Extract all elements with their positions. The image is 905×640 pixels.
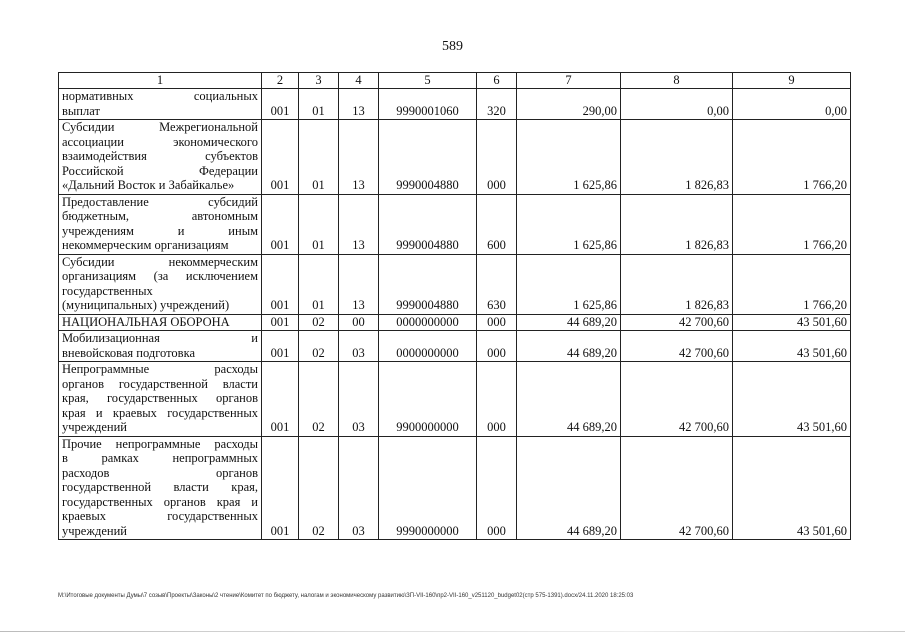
table-row: [59, 362, 851, 437]
subsection-cell: 03: [339, 436, 379, 540]
target-article-cell: 9990004880: [379, 254, 477, 314]
description-line: края, государственных органов: [62, 391, 258, 405]
amount-2022-cell: 0,00: [621, 89, 733, 120]
row-description: [59, 314, 262, 331]
description-line: выплат: [62, 103, 100, 118]
amount-2022-cell: 42 700,60: [621, 436, 733, 540]
description-line: края и краевых государственных: [62, 405, 258, 420]
code-cell: 001: [262, 362, 299, 437]
description-line: государственных: [62, 283, 153, 298]
header-cell: 3: [299, 73, 339, 89]
table-row: [59, 314, 851, 331]
description-line: организациям (за исключением: [62, 269, 258, 283]
description-line: Субсидии некоммерческим: [62, 254, 258, 269]
section-cell: 02: [299, 331, 339, 362]
amount-2021-cell: 44 689,20: [517, 331, 621, 362]
code-cell: 001: [262, 331, 299, 362]
subsection-cell: 13: [339, 254, 379, 314]
subsection-cell: 03: [339, 331, 379, 362]
header-cell: 1: [59, 73, 262, 89]
amount-2023-cell: 43 501,60: [733, 314, 851, 331]
target-article-cell: 0000000000: [379, 331, 477, 362]
header-cell: 7: [517, 73, 621, 89]
target-article-cell: 9990004880: [379, 194, 477, 254]
amount-2021-cell: 44 689,20: [517, 436, 621, 540]
expense-type-cell: 000: [477, 120, 517, 195]
description-line: бюджетным, автономным: [62, 209, 258, 223]
subsection-cell: 13: [339, 194, 379, 254]
header-cell: 6: [477, 73, 517, 89]
section-cell: 01: [299, 89, 339, 120]
page-number: 589: [442, 39, 463, 54]
row-description: [59, 362, 262, 437]
description-line: государственной власти края,: [62, 480, 258, 494]
document-path-footer: M:\Итоговые документы Думы\7 созыв\Проекты\Законы\2 чтение\Комитет по бюджету, налогам и экономическому развитию\ЗП-VII-160\пр2-VII-160_v251120_budget02(стр 575-1391).docx/24.11.2020 18:25:03: [58, 593, 634, 599]
description-line: Непрограммные расходы: [62, 362, 258, 376]
amount-2021-cell: 44 689,20: [517, 362, 621, 437]
amount-2023-cell: 1 766,20: [733, 194, 851, 254]
row-description: [59, 254, 262, 314]
expense-type-cell: 000: [477, 314, 517, 331]
expense-type-cell: 000: [477, 331, 517, 362]
table-row: [59, 254, 851, 314]
amount-2022-cell: 1 826,83: [621, 254, 733, 314]
code-cell: 001: [262, 120, 299, 195]
description-line: Российской Федерации: [62, 163, 258, 178]
row-description: [59, 194, 262, 254]
amount-2021-cell: 1 625,86: [517, 120, 621, 195]
section-cell: 02: [299, 436, 339, 540]
description-line: расходов органов: [62, 465, 258, 480]
description-line: Мобилизационная и: [62, 331, 258, 345]
amount-2022-cell: 42 700,60: [621, 362, 733, 437]
amount-2022-cell: 42 700,60: [621, 331, 733, 362]
amount-2021-cell: 290,00: [517, 89, 621, 120]
section-cell: 02: [299, 314, 339, 331]
subsection-cell: 03: [339, 362, 379, 437]
budget-table: [58, 72, 851, 540]
amount-2021-cell: 44 689,20: [517, 314, 621, 331]
code-cell: 001: [262, 254, 299, 314]
amount-2023-cell: 1 766,20: [733, 120, 851, 195]
amount-2023-cell: 1 766,20: [733, 254, 851, 314]
description-line: Субсидии Межрегиональной: [62, 120, 258, 134]
section-cell: 01: [299, 254, 339, 314]
table-row: [59, 331, 851, 362]
amount-2022-cell: 1 826,83: [621, 194, 733, 254]
table-row: [59, 120, 851, 195]
section-cell: 01: [299, 194, 339, 254]
section-cell: 02: [299, 362, 339, 437]
row-description: [59, 331, 262, 362]
expense-type-cell: 000: [477, 362, 517, 437]
description-line: (муниципальных) учреждений): [62, 298, 230, 312]
amount-2022-cell: 42 700,60: [621, 314, 733, 331]
expense-type-cell: 320: [477, 89, 517, 120]
target-article-cell: 0000000000: [379, 314, 477, 331]
subsection-cell: 13: [339, 89, 379, 120]
description-line: Предоставление субсидий: [62, 194, 258, 209]
description-line: «Дальний Восток и Забайкалье»: [62, 178, 235, 192]
row-description: [59, 120, 262, 195]
amount-2023-cell: 43 501,60: [733, 362, 851, 437]
description-line: нормативных социальных: [62, 89, 258, 103]
amount-2021-cell: 1 625,86: [517, 254, 621, 314]
description-line: вневойсковая подготовка: [62, 345, 196, 360]
description-line: учреждений: [62, 420, 127, 434]
code-cell: 001: [262, 89, 299, 120]
expense-type-cell: 000: [477, 436, 517, 540]
header-cell: 8: [621, 73, 733, 89]
description-line: взаимодействия субъектов: [62, 149, 258, 163]
target-article-cell: 9900000000: [379, 362, 477, 437]
expense-type-cell: 600: [477, 194, 517, 254]
header-cell: 9: [733, 73, 851, 89]
code-cell: 001: [262, 194, 299, 254]
amount-2021-cell: 1 625,86: [517, 194, 621, 254]
table-row: [59, 89, 851, 120]
description-line: органов государственной власти: [62, 376, 258, 391]
table-row: [59, 436, 851, 540]
section-cell: 01: [299, 120, 339, 195]
code-cell: 001: [262, 436, 299, 540]
target-article-cell: 9990004880: [379, 120, 477, 195]
description-line: ассоциации экономического: [62, 134, 258, 149]
subsection-cell: 13: [339, 120, 379, 195]
description-line: Прочие непрограммные расходы: [62, 436, 258, 451]
header-cell: 5: [379, 73, 477, 89]
row-description: [59, 436, 262, 540]
table-row: [59, 194, 851, 254]
description-line: государственных органов края и: [62, 494, 258, 509]
description-line: НАЦИОНАЛЬНАЯ ОБОРОНА: [62, 314, 230, 329]
header-cell: 4: [339, 73, 379, 89]
description-line: учреждениям и иным: [62, 223, 258, 238]
expense-type-cell: 630: [477, 254, 517, 314]
description-line: учреждений: [62, 523, 127, 538]
header-cell: 2: [262, 73, 299, 89]
subsection-cell: 00: [339, 314, 379, 331]
code-cell: 001: [262, 314, 299, 331]
amount-2023-cell: 43 501,60: [733, 436, 851, 540]
description-line: краевых государственных: [62, 509, 258, 523]
table-header-row: [59, 73, 851, 89]
amount-2023-cell: 43 501,60: [733, 331, 851, 362]
target-article-cell: 9990000000: [379, 436, 477, 540]
amount-2023-cell: 0,00: [733, 89, 851, 120]
description-line: в рамках непрограммных: [62, 451, 258, 465]
target-article-cell: 9990001060: [379, 89, 477, 120]
row-description: [59, 89, 262, 120]
amount-2022-cell: 1 826,83: [621, 120, 733, 195]
description-line: некоммерческим организациям: [62, 238, 229, 252]
scan-edge-line: [0, 631, 905, 632]
